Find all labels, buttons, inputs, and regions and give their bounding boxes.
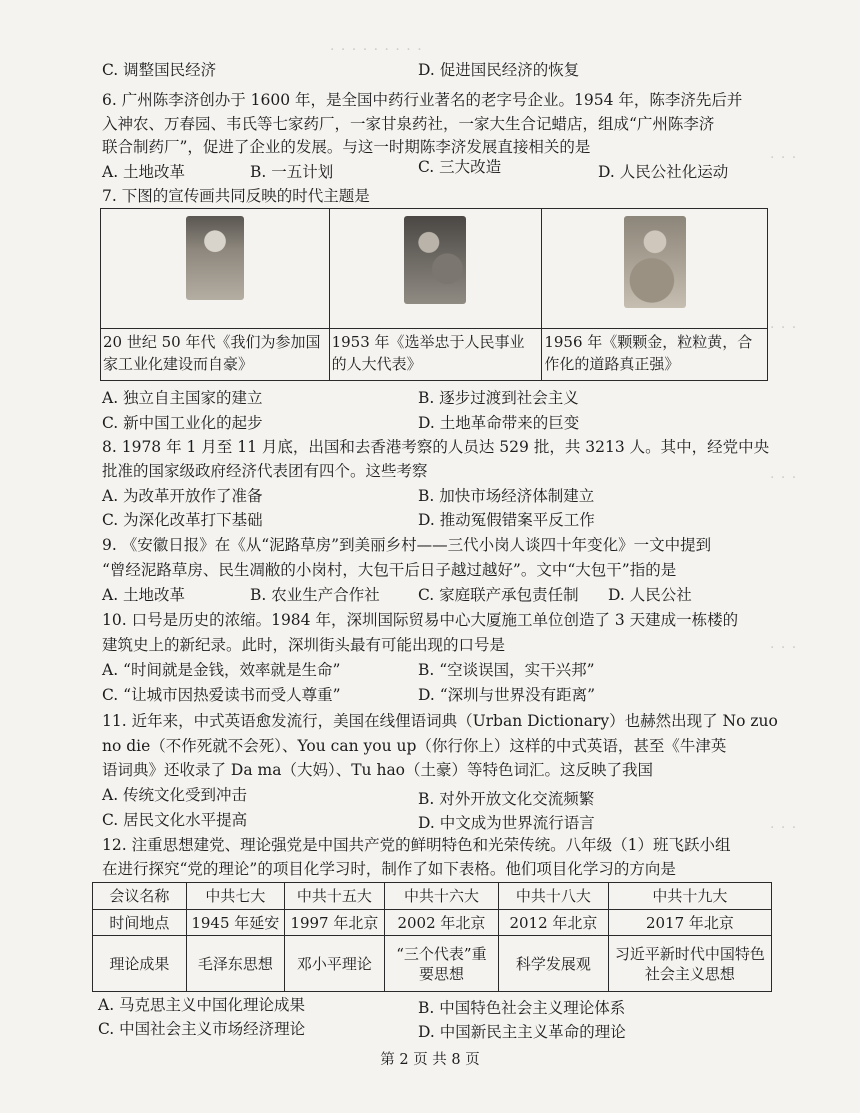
q5-option-c: C. 调整国民经济 bbox=[102, 61, 217, 79]
poster-image-industry bbox=[186, 216, 244, 300]
table-cell: 2002 年北京 bbox=[384, 910, 498, 936]
poster-table bbox=[100, 208, 768, 381]
q8-option-a: A. 为改革开放作了准备 bbox=[102, 487, 263, 505]
q9-stem-2: “曾经泥路草房、民生凋敝的小岗村，大包干后日子越过越好”。文中“大包干”指的是 bbox=[102, 561, 677, 579]
q8-stem-1: 8. 1978 年 1 月至 11 月底，出国和去香港考察的人员达 529 批，共 3213 人。其中，经党中央 bbox=[102, 438, 770, 456]
q11-option-a: A. 传统文化受到冲击 bbox=[102, 786, 248, 804]
table-cell: 习近平新时代中国特色社会主义思想 bbox=[608, 936, 771, 992]
row-label: 会议名称 bbox=[93, 883, 187, 910]
q6-option-b: B. 一五计划 bbox=[250, 163, 334, 181]
poster-cell bbox=[542, 209, 768, 329]
q8-option-c: C. 为深化改革打下基础 bbox=[102, 511, 263, 529]
table-cell: 中共十九大 bbox=[608, 883, 771, 910]
row-label: 理论成果 bbox=[93, 936, 187, 992]
poster-caption-cell bbox=[329, 329, 542, 381]
q7-option-d: D. 土地革命带来的巨变 bbox=[418, 414, 580, 432]
q11-stem-1: 11. 近年来，中式英语愈发流行，美国在线俚语词典（Urban Dictionary）也赫然出现了 No zuo bbox=[102, 712, 778, 730]
bleed-through: · · · bbox=[770, 820, 798, 836]
q11-stem-3: 语词典》还收录了 Da ma（大妈）、Tu hao（土豪）等特色词汇。这反映了我国 bbox=[102, 761, 654, 779]
q10-option-b: B. “空谈误国，实干兴邦” bbox=[418, 661, 595, 679]
row-label: 时间地点 bbox=[93, 910, 187, 936]
q6-option-d: D. 人民公社化运动 bbox=[598, 163, 729, 181]
q9-stem-1: 9. 《安徽日报》在《从“泥路草房”到美丽乡村——三代小岗人谈四十年变化》一文中提到 bbox=[102, 536, 712, 554]
q6-stem-1: 6. 广州陈李济创办于 1600 年，是全国中药行业著名的老字号企业。1954 年，陈李济先后并 bbox=[102, 91, 743, 109]
q9-option-a: A. 土地改革 bbox=[102, 586, 186, 604]
q12-option-d: D. 中国新民主主义革命的理论 bbox=[418, 1023, 626, 1041]
poster-image-cooperative bbox=[624, 216, 686, 308]
q8-option-b: B. 加快市场经济体制建立 bbox=[418, 487, 595, 505]
table-row-time-place bbox=[93, 910, 772, 936]
page-footer: 第 2 页 共 8 页 bbox=[380, 1052, 480, 1068]
table-cell: 邓小平理论 bbox=[284, 936, 384, 992]
q7-option-a: A. 独立自主国家的建立 bbox=[102, 389, 263, 407]
table-cell: 1997 年北京 bbox=[284, 910, 384, 936]
table-cell: 中共七大 bbox=[186, 883, 284, 910]
q6-option-a: A. 土地改革 bbox=[102, 163, 186, 181]
poster-cell bbox=[329, 209, 542, 329]
q8-option-d: D. 推动冤假错案平反工作 bbox=[418, 511, 595, 529]
q6-stem-3: 联合制药厂”，促进了企业的发展。与这一时期陈李济发展直接相关的是 bbox=[102, 138, 591, 156]
table-cell: 2012 年北京 bbox=[498, 910, 608, 936]
q10-option-a: A. “时间就是金钱，效率就是生命” bbox=[102, 661, 341, 679]
poster-cell bbox=[101, 209, 330, 329]
poster-caption: 1953 年《选举忠于人民事业的人大代表》 bbox=[331, 333, 525, 373]
q11-option-d: D. 中文成为世界流行语言 bbox=[418, 814, 595, 832]
q11-option-c: C. 居民文化水平提高 bbox=[102, 811, 248, 829]
q9-option-b: B. 农业生产合作社 bbox=[250, 586, 380, 604]
table-cell: 中共十五大 bbox=[284, 883, 384, 910]
q9-option-c: C. 家庭联产承包责任制 bbox=[418, 586, 579, 604]
table-cell: “三个代表”重要思想 bbox=[384, 936, 498, 992]
q9-option-d: D. 人民公社 bbox=[608, 586, 692, 604]
q12-stem-2: 在进行探究“党的理论”的项目化学习时，制作了如下表格。他们项目化学习的方向是 bbox=[102, 860, 676, 878]
q12-option-c: C. 中国社会主义市场经济理论 bbox=[98, 1020, 306, 1038]
table-cell: 中共十八大 bbox=[498, 883, 608, 910]
q12-option-a: A. 马克思主义中国化理论成果 bbox=[98, 996, 306, 1014]
table-row-theory bbox=[93, 936, 772, 992]
q10-stem-1: 10. 口号是历史的浓缩。1984 年，深圳国际贸易中心大厦施工单位创造了 3 天建成一栋楼的 bbox=[102, 611, 739, 629]
q8-stem-2: 批准的国家级政府经济代表团有四个。这些考察 bbox=[102, 462, 428, 480]
bleed-through: · · · · · · · · · bbox=[330, 42, 423, 58]
table-cell: 科学发展观 bbox=[498, 936, 608, 992]
q6-stem-2: 入神农、万春园、韦氏等七家药厂，一家甘泉药社，一家大生合记蜡店，组成“广州陈李济 bbox=[102, 115, 715, 133]
q7-option-c: C. 新中国工业化的起步 bbox=[102, 414, 263, 432]
table-cell: 毛泽东思想 bbox=[186, 936, 284, 992]
q10-stem-2: 建筑史上的新纪录。此时，深圳街头最有可能出现的口号是 bbox=[102, 636, 506, 654]
bleed-through: · · · bbox=[770, 470, 798, 486]
q10-option-d: D. “深圳与世界没有距离” bbox=[418, 686, 596, 704]
poster-caption: 20 世纪 50 年代《我们为参加国家工业化建设而自豪》 bbox=[103, 333, 321, 373]
table-cell: 1945 年延安 bbox=[186, 910, 284, 936]
q12-option-b: B. 中国特色社会主义理论体系 bbox=[418, 999, 626, 1017]
poster-image-election bbox=[404, 216, 466, 304]
table-cell: 中共十六大 bbox=[384, 883, 498, 910]
q12-stem-1: 12. 注重思想建党、理论强党是中国共产党的鲜明特色和光荣传统。八年级（1）班飞跃小组 bbox=[102, 836, 731, 854]
q11-stem-2: no die（不作死就不会死）、You can you up（你行你上）这样的中式英语，甚至《牛津英 bbox=[102, 737, 727, 755]
poster-caption: 1956 年《颗颗金，粒粒黄，合作化的道路真正强》 bbox=[544, 333, 753, 373]
bleed-through: · · · bbox=[770, 640, 798, 656]
q7-option-b: B. 逐步过渡到社会主义 bbox=[418, 389, 579, 407]
party-theory-table bbox=[92, 882, 772, 992]
bleed-through: · · · bbox=[770, 320, 798, 336]
q5-option-d: D. 促进国民经济的恢复 bbox=[418, 61, 580, 79]
bleed-through: · · · bbox=[770, 150, 798, 166]
q6-option-c: C. 三大改造 bbox=[418, 158, 502, 176]
poster-caption-cell bbox=[101, 329, 330, 381]
q11-option-b: B. 对外开放文化交流频繁 bbox=[418, 790, 595, 808]
table-cell: 2017 年北京 bbox=[608, 910, 771, 936]
poster-caption-cell bbox=[542, 329, 768, 381]
q7-stem: 7. 下图的宣传画共同反映的时代主题是 bbox=[102, 187, 370, 205]
q10-option-c: C. “让城市因热爱读书而受人尊重” bbox=[102, 686, 341, 704]
table-row-meeting bbox=[93, 883, 772, 910]
